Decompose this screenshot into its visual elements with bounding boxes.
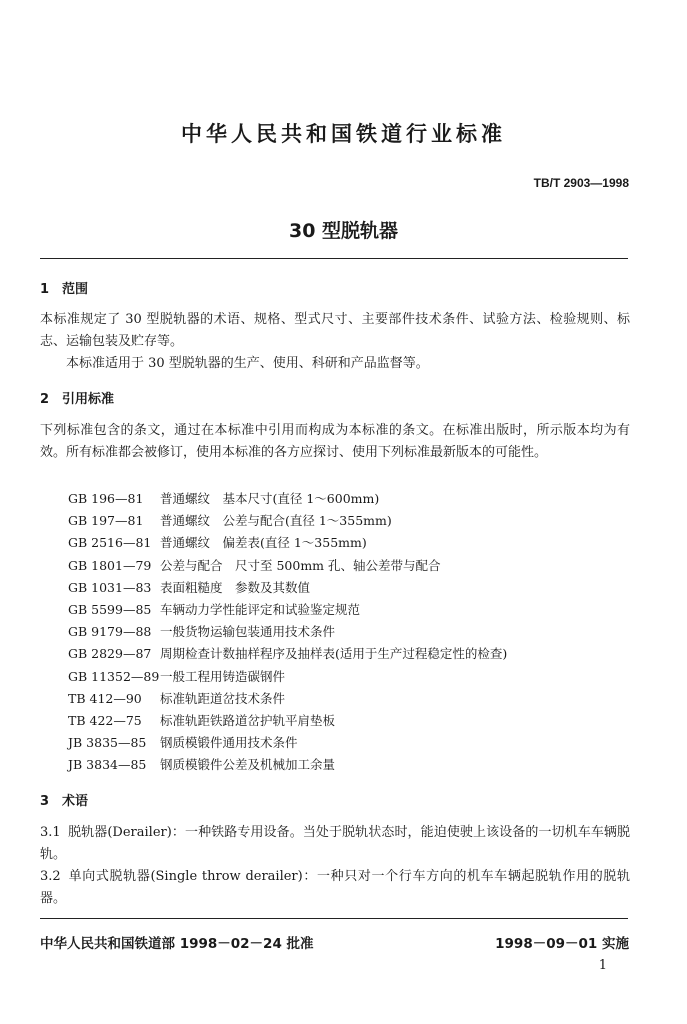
term-number: 3.2 bbox=[40, 869, 61, 884]
reference-code: TB 422—75 bbox=[68, 712, 142, 728]
reference-title: 表面粗糙度 参数及其数值 bbox=[160, 579, 311, 595]
reference-title: 周期检查计数抽样程序及抽样表(适用于生产过程稳定性的检查) bbox=[160, 646, 508, 662]
term-text: 脱轨器(Derailer)：一种铁路专用设备。当处于脱轨状态时，能迫使驶上该设备的一切机车车辆脱轨。 bbox=[40, 825, 630, 862]
reference-code: GB 2516—81 bbox=[68, 535, 152, 551]
scope-paragraph-2: 本标准适用于 30 型脱轨器的生产、使用、科研和产品监督等。 bbox=[66, 356, 429, 371]
reference-title: 钢质模锻件通用技术条件 bbox=[160, 735, 298, 751]
section-heading-scope bbox=[40, 278, 88, 297]
list-item bbox=[68, 532, 628, 554]
section-number: 3 bbox=[40, 794, 50, 809]
reference-title: 钢质模锻件公差及机械加工余量 bbox=[160, 757, 336, 773]
reference-title: 一般货物运输包装通用技术条件 bbox=[160, 624, 336, 640]
reference-list bbox=[68, 488, 628, 776]
term-item bbox=[40, 822, 630, 866]
list-item bbox=[68, 488, 628, 510]
section-title: 术语 bbox=[62, 794, 89, 809]
term-number: 3.1 bbox=[40, 825, 61, 840]
list-item bbox=[68, 510, 628, 532]
industry-standard-title: 中华人民共和国铁道行业标准 bbox=[181, 122, 506, 146]
list-item bbox=[68, 621, 628, 643]
list-item bbox=[68, 599, 628, 621]
list-item bbox=[68, 577, 628, 599]
reference-code: GB 196—81 bbox=[68, 491, 144, 506]
document-title: 30 型脱轨器 bbox=[288, 220, 399, 242]
term-item bbox=[40, 866, 630, 910]
reference-title: 普通螺纹 偏差表(直径 1～355mm) bbox=[160, 535, 367, 551]
list-item bbox=[68, 754, 628, 776]
page-number: 1 bbox=[598, 958, 607, 973]
list-item bbox=[68, 732, 628, 754]
reference-title: 标准轨距道岔技术条件 bbox=[160, 690, 286, 706]
references-intro: 下列标准包含的条文，通过在本标准中引用而构成为本标准的条文。在标准出版时，所示版本均为有效。所有标准都会被修订，使用本标准的各方应探讨、使用下列标准最新版本的可能性。 bbox=[40, 423, 630, 460]
reference-code: JB 3835—85 bbox=[68, 735, 147, 751]
list-item bbox=[68, 710, 628, 732]
reference-code: GB 5599—85 bbox=[68, 601, 152, 617]
reference-code: TB 412—90 bbox=[68, 690, 142, 706]
issuer-approval: 中华人民共和国铁道部 1998－02－24 批准 bbox=[40, 936, 314, 952]
term-text: 单向式脱轨器(Single throw derailer)：一种只对一个行车方向的机车车辆起脱轨作用的脱轨器。 bbox=[40, 869, 630, 906]
list-item bbox=[68, 666, 628, 688]
list-item bbox=[68, 555, 628, 577]
reference-code: GB 9179—88 bbox=[68, 624, 152, 640]
section-heading-terms bbox=[40, 790, 88, 809]
standard-code: TB/T 2903—1998 bbox=[533, 176, 629, 190]
footer-rule bbox=[40, 918, 628, 919]
reference-title: 车辆动力学性能评定和试验鉴定规范 bbox=[160, 601, 361, 617]
reference-code: JB 3834—85 bbox=[68, 757, 147, 773]
section-number: 2 bbox=[40, 392, 50, 407]
reference-code: GB 11352—89 bbox=[68, 668, 160, 684]
reference-title: 一般工程用铸造碳钢件 bbox=[160, 668, 286, 684]
reference-code: GB 1801—79 bbox=[68, 557, 152, 573]
section-title: 范围 bbox=[62, 282, 89, 297]
effective-date: 1998－09－01 实施 bbox=[495, 936, 629, 952]
reference-title: 普通螺纹 公差与配合(直径 1～355mm) bbox=[160, 513, 392, 529]
reference-code: GB 2829—87 bbox=[68, 646, 152, 662]
reference-code: GB 197—81 bbox=[68, 513, 144, 529]
reference-title: 公差与配合 尺寸至 500mm 孔、轴公差带与配合 bbox=[160, 557, 441, 573]
section-title: 引用标准 bbox=[62, 392, 115, 407]
reference-title: 普通螺纹 基本尺寸(直径 1～600mm) bbox=[160, 491, 380, 506]
reference-code: GB 1031—83 bbox=[68, 579, 152, 595]
list-item bbox=[68, 688, 628, 710]
header-rule bbox=[40, 258, 628, 259]
list-item bbox=[68, 643, 628, 665]
section-number: 1 bbox=[40, 282, 50, 297]
reference-title: 标准轨距铁路道岔护轨平肩垫板 bbox=[160, 712, 336, 728]
scope-paragraph-1: 本标准规定了 30 型脱轨器的术语、规格、型式尺寸、主要部件技术条件、试验方法、检验规则、标志、运输包装及贮存等。 bbox=[40, 312, 630, 349]
section-heading-references bbox=[40, 388, 114, 407]
